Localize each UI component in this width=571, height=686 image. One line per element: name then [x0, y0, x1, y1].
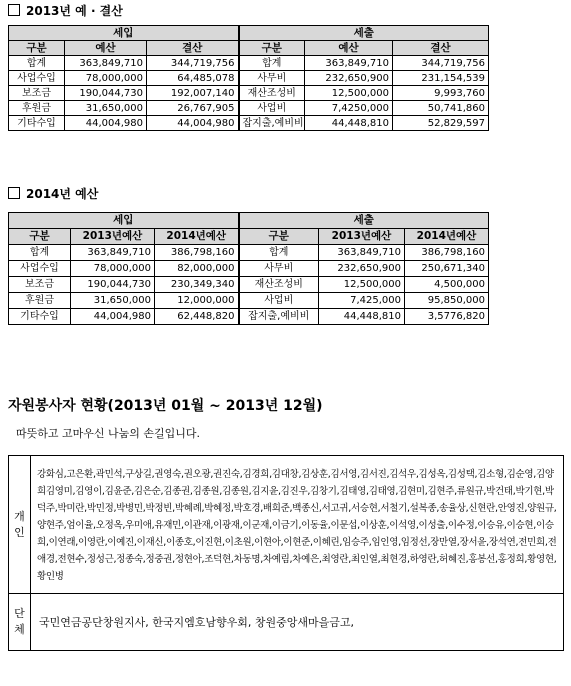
income-header: 세입 [9, 213, 239, 229]
column-header: 구분 [9, 229, 71, 245]
table-row [9, 56, 489, 71]
table-cell: 64,485,078 [147, 71, 239, 86]
table-cell: 4,500,000 [405, 277, 489, 293]
checkbox-icon [8, 4, 20, 16]
table-cell: 합계 [9, 56, 65, 71]
table-row [9, 261, 489, 277]
column-header: 2014년예산 [405, 229, 489, 245]
table-row [9, 101, 489, 116]
table-cell: 잡지출,예비비 [239, 116, 305, 131]
column-header: 결산 [147, 41, 239, 56]
volunteer-row-group [9, 594, 564, 651]
section-2014-title [8, 187, 98, 201]
table-cell: 사업수입 [9, 261, 71, 277]
table-cell: 344,719,756 [147, 56, 239, 71]
volunteer-section-subtitle: 따뜻하고 고마우신 나눔의 손길입니다. [16, 427, 201, 440]
table-cell: 후원금 [9, 101, 65, 116]
table-cell: 230,349,340 [155, 277, 239, 293]
group-label-text: 단체 [14, 607, 25, 636]
table-cell: 44,448,810 [319, 309, 405, 325]
table-cell: 보조금 [9, 86, 65, 101]
table-cell: 44,004,980 [71, 309, 155, 325]
volunteer-row-individual [9, 456, 564, 594]
group-names: 국민연금공단창원지사, 한국지엠호남향우회, 창원중앙새마을금고, [31, 594, 564, 651]
table-cell: 192,007,140 [147, 86, 239, 101]
table-column-header [9, 229, 489, 245]
table-cell: 사무비 [239, 71, 305, 86]
table-cell: 31,650,000 [71, 293, 155, 309]
table-cell: 232,650,900 [319, 261, 405, 277]
table-cell: 12,500,000 [305, 86, 393, 101]
table-cell: 232,650,900 [305, 71, 393, 86]
table-cell: 52,829,597 [393, 116, 489, 131]
column-header: 구분 [239, 41, 305, 56]
table-cell: 합계 [239, 245, 319, 261]
table-cell: 95,850,000 [405, 293, 489, 309]
table-cell: 363,849,710 [305, 56, 393, 71]
table-column-header [9, 41, 489, 56]
table-cell: 합계 [239, 56, 305, 71]
table-group-header [9, 26, 489, 41]
table-cell: 250,671,340 [405, 261, 489, 277]
table-row [9, 277, 489, 293]
expense-header: 세출 [239, 213, 489, 229]
table-cell: 386,798,160 [405, 245, 489, 261]
table-cell: 사업수입 [9, 71, 65, 86]
table-cell: 190,044,730 [71, 277, 155, 293]
table-cell: 26,767,905 [147, 101, 239, 116]
expense-header: 세출 [239, 26, 489, 41]
budget-table-2014 [8, 212, 489, 325]
table-cell: 7,4250,000 [305, 101, 393, 116]
section-2013-title-text: 2013년 예 · 결산 [26, 4, 123, 18]
volunteer-table [8, 455, 564, 651]
table-cell: 44,004,980 [65, 116, 147, 131]
table-cell: 합계 [9, 245, 71, 261]
volunteer-section-title: 자원봉사자 현황(2013년 01월 ~ 2013년 12월) [8, 398, 323, 414]
table-cell: 363,849,710 [71, 245, 155, 261]
column-header: 2013년예산 [319, 229, 405, 245]
table-cell: 3,5776,820 [405, 309, 489, 325]
table-cell: 31,650,000 [65, 101, 147, 116]
checkbox-icon [8, 187, 20, 199]
table-group-header [9, 213, 489, 229]
table-row [9, 245, 489, 261]
table-cell: 363,849,710 [319, 245, 405, 261]
column-header: 구분 [9, 41, 65, 56]
table-row [9, 86, 489, 101]
table-cell: 50,741,860 [393, 101, 489, 116]
individual-label-text: 개인 [14, 509, 25, 539]
column-header: 예산 [65, 41, 147, 56]
table-cell: 344,719,756 [393, 56, 489, 71]
column-header: 2014년예산 [155, 229, 239, 245]
table-cell: 62,448,820 [155, 309, 239, 325]
income-header: 세입 [9, 26, 239, 41]
table-cell: 44,004,980 [147, 116, 239, 131]
table-row [9, 116, 489, 131]
table-cell: 기타수입 [9, 116, 65, 131]
table-cell: 78,000,000 [71, 261, 155, 277]
table-cell: 12,500,000 [319, 277, 405, 293]
table-cell: 78,000,000 [65, 71, 147, 86]
individual-label [9, 456, 31, 594]
table-cell: 후원금 [9, 293, 71, 309]
table-row [9, 309, 489, 325]
table-cell: 12,000,000 [155, 293, 239, 309]
column-header: 결산 [393, 41, 489, 56]
column-header: 2013년예산 [71, 229, 155, 245]
table-row [9, 293, 489, 309]
table-cell: 사업비 [239, 293, 319, 309]
table-cell: 44,448,810 [305, 116, 393, 131]
table-cell: 7,425,000 [319, 293, 405, 309]
table-cell: 사업비 [239, 101, 305, 116]
column-header: 구분 [239, 229, 319, 245]
section-2014-title-text: 2014년 예산 [26, 187, 99, 201]
group-label [9, 594, 31, 651]
table-cell: 재산조성비 [239, 86, 305, 101]
table-row [9, 71, 489, 86]
column-header: 예산 [305, 41, 393, 56]
section-2013-title [8, 4, 123, 18]
budget-table-2013 [8, 25, 489, 131]
table-cell: 보조금 [9, 277, 71, 293]
table-cell: 363,849,710 [65, 56, 147, 71]
table-cell: 기타수입 [9, 309, 71, 325]
table-cell: 386,798,160 [155, 245, 239, 261]
table-cell: 재산조성비 [239, 277, 319, 293]
table-cell: 9,993,760 [393, 86, 489, 101]
table-cell: 231,154,539 [393, 71, 489, 86]
table-cell: 사무비 [239, 261, 319, 277]
table-cell: 82,000,000 [155, 261, 239, 277]
table-cell: 190,044,730 [65, 86, 147, 101]
individual-names: 강화심,고은환,곽민석,구상길,권영숙,권오광,권진숙,김경희,김대창,김상훈,김서영,김서진,김석우,김성옥,김성택,김소형,김순영,김양희김영미,김영이,김윤준,김은순,김종권,김종원,김종원,김지윤,김진우,김창기,김태영,김태영,김현미,김현주,류원규,박건태,박기현,박덕주,박미란,박민정,박병민,박정빈,박혜례,박혜정,박호경,배희준,백종신,서고귀,서승현,서철기,설복종,송율상,신현란,안영진,양원규,양현주,엄이율,오정옥,우미애,유재민,이관재,이광재,이군재,이금기,이동율,이문섭,이상훈,이석영,이성출,이수정,이승유,이승현,이승희,이연래,이영란,이예진,이재신,이종호,이진현,이초원,이현아,이현준,이혜린,임승주,임인영,임정선,장만열,장서윤,장석연,전민희,전애경,전현수,정성근,정종숙,정중권,정현아,조덕현,차동명,차예림,차예은,최영란,최인열,최현경,하영란,허혜진,홍봉선,홍정희,황영현,황인병 [31, 456, 564, 594]
table-cell: 잡지출,예비비 [239, 309, 319, 325]
